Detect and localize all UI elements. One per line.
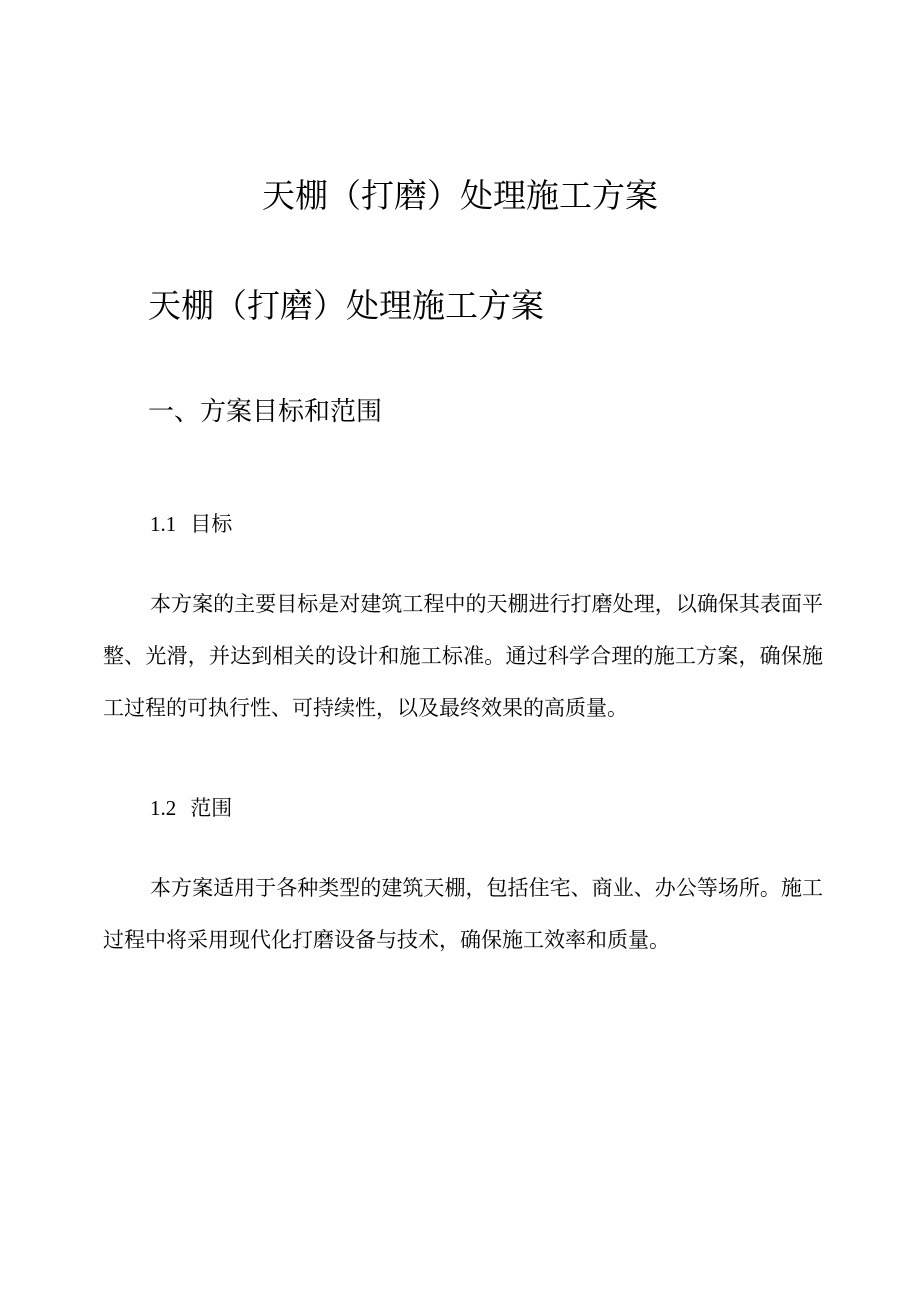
subsection-label: 范围 (190, 796, 233, 820)
section-heading: 一、方案目标和范围 (148, 397, 383, 427)
paragraph-scope: 本方案适用于各种类型的建筑天棚，包括住宅、商业、办公等场所。施工过程中将采用现代化打磨设备与技术，确保施工效率和质量。 (103, 876, 823, 952)
document-subtitle: 天棚（打磨）处理施工方案 (148, 286, 544, 325)
document-title: 天棚（打磨）处理施工方案 (262, 176, 658, 215)
subsection-number: 1.2 (150, 796, 177, 820)
subsection-heading-1-1 (150, 506, 232, 542)
subsection-heading-1-2 (150, 790, 232, 826)
paragraph-goal: 本方案的主要目标是对建筑工程中的天棚进行打磨处理，以确保其表面平整、光滑，并达到相关的设计和施工标准。通过科学合理的施工方案，确保施工过程的可执行性、可持续性，以及最终效果的高质量。 (103, 592, 823, 720)
subsection-label: 目标 (190, 512, 233, 536)
subsection-number: 1.1 (150, 512, 177, 536)
